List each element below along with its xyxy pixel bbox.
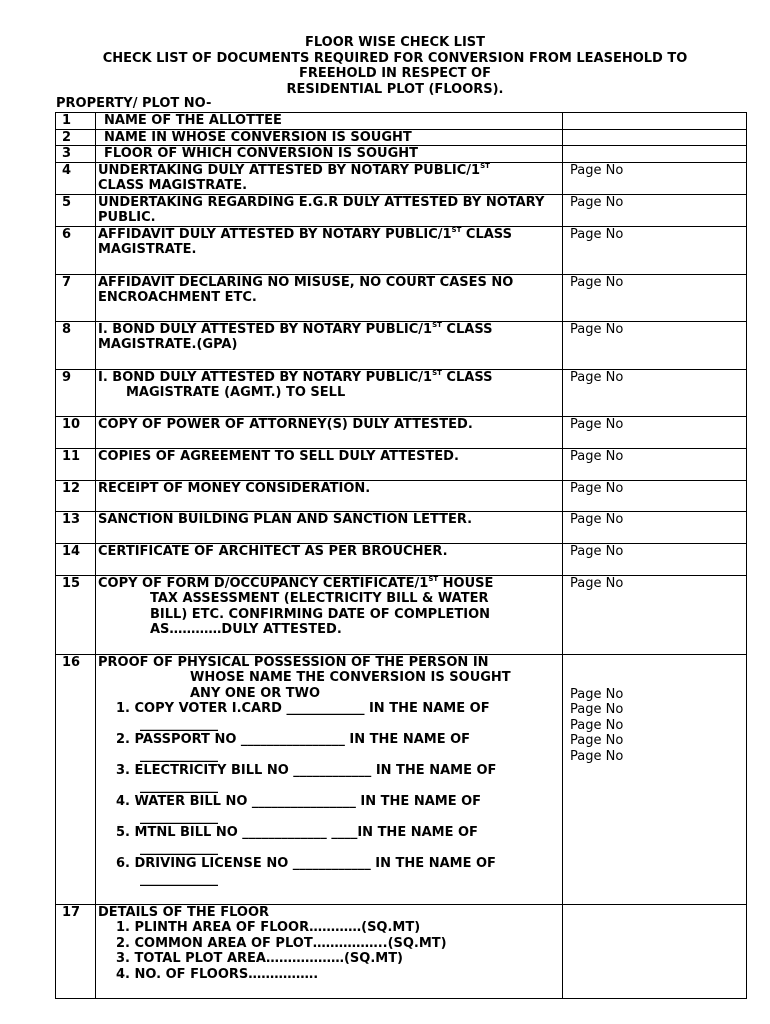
- ordinal-superscript: ST: [428, 574, 439, 583]
- row-number: 3: [56, 146, 96, 163]
- table-row: [56, 904, 747, 998]
- page-no-list: [570, 687, 744, 765]
- row-description: COPY OF POWER OF ATTORNEY(S) DULY ATTESTED.: [96, 416, 563, 448]
- table-row: [56, 226, 747, 274]
- table-row: [56, 416, 747, 448]
- row-number: 15: [56, 575, 96, 654]
- row-number: 9: [56, 369, 96, 416]
- row-text: I. BOND DULY ATTESTED BY NOTARY PUBLIC/1: [98, 321, 433, 337]
- proof-item-mtnl-bill: 5. MTNL BILL NO _____________ ____IN THE NAME OF: [116, 825, 478, 840]
- page-no: Page No: [563, 321, 747, 369]
- name-blank: ____________: [140, 809, 218, 825]
- row-text: NAME IN WHOSE CONVERSION IS SOUGHT: [104, 129, 412, 145]
- row-text-cont: HOUSE: [438, 575, 494, 591]
- row-text: PROOF OF PHYSICAL POSSESSION OF THE PERSON IN: [98, 654, 489, 670]
- title-line-1: FLOOR WISE CHECK LIST: [304, 35, 486, 50]
- row-text: I. BOND DULY ATTESTED BY NOTARY PUBLIC/1: [98, 369, 433, 385]
- page-no: Page No: [563, 226, 747, 274]
- row-description: RECEIPT OF MONEY CONSIDERATION.: [96, 480, 563, 511]
- page-no: Page No: [563, 274, 747, 321]
- page-no: Page No: [570, 702, 624, 717]
- table-row: [56, 146, 747, 163]
- page-no: Page No: [563, 543, 747, 575]
- row-number: 16: [56, 654, 96, 904]
- row-text-indent: BILL) ETC. CONFIRMING DATE OF COMPLETION: [150, 606, 491, 622]
- row-number: 2: [56, 129, 96, 146]
- title-line-4: RESIDENTIAL PLOT (FLOORS).: [286, 81, 504, 97]
- row-description: [96, 146, 563, 163]
- row-number: 6: [56, 226, 96, 274]
- proof-item-electricity-bill: 3. ELECTRICITY BILL NO ____________ IN THE NAME OF: [116, 763, 497, 778]
- ordinal-superscript: ST: [432, 368, 442, 377]
- row-text-indent: ANY ONE OR TWO: [190, 685, 321, 701]
- table-row: [56, 162, 747, 194]
- row-description: [96, 226, 563, 274]
- table-row: [56, 448, 747, 480]
- ordinal-superscript: ST: [451, 225, 462, 234]
- table-row: [56, 129, 747, 146]
- row-text-indent: WHOSE NAME THE CONVERSION IS SOUGHT: [190, 670, 511, 685]
- page-no: Page No: [563, 369, 747, 416]
- page-cell: [563, 113, 747, 130]
- name-blank: ____________: [140, 716, 218, 732]
- row-number: 8: [56, 321, 96, 369]
- page-no: Page No: [563, 448, 747, 480]
- row-number: 17: [56, 904, 96, 998]
- page-no: Page No: [570, 717, 624, 733]
- row-description: CERTIFICATE OF ARCHITECT AS PER BROUCHER.: [96, 543, 563, 575]
- row-number: 14: [56, 543, 96, 575]
- title-line-2: CHECK LIST OF DOCUMENTS REQUIRED FOR CONVERSION FROM LEASEHOLD TO: [102, 50, 688, 66]
- checklist-table: [55, 112, 747, 999]
- floor-detail-total-plot-area: 3. TOTAL PLOT AREA………………(SQ.MT): [116, 951, 404, 966]
- row-text: UNDERTAKING DULY ATTESTED BY NOTARY PUBLIC/1: [98, 162, 481, 178]
- row-text-cont: CLASS MAGISTRATE.: [98, 178, 248, 193]
- table-row: [56, 511, 747, 543]
- row-description: [96, 162, 563, 194]
- name-blank: ____________: [140, 778, 218, 794]
- row-text: FLOOR OF WHICH CONVERSION IS SOUGHT: [104, 146, 418, 161]
- page-cell: [563, 904, 747, 998]
- table-row: [56, 321, 747, 369]
- proof-item-water-bill: 4. WATER BILL NO ________________ IN THE NAME OF: [116, 794, 482, 809]
- row-description: COPIES OF AGREEMENT TO SELL DULY ATTESTED.: [96, 448, 563, 480]
- row-text: COPY OF FORM D/OCCUPANCY CERTIFICATE/1: [98, 575, 429, 591]
- table-row: [56, 480, 747, 511]
- row-number: 11: [56, 448, 96, 480]
- row-description: [96, 113, 563, 130]
- page-no: Page No: [563, 194, 747, 226]
- row-text-cont: CLASS: [441, 369, 493, 385]
- row-text-indent: TAX ASSESSMENT (ELECTRICITY BILL & WATER: [150, 591, 489, 606]
- title-line-3: FREEHOLD IN RESPECT OF: [299, 66, 491, 81]
- floor-detail-plinth-area: 1. PLINTH AREA OF FLOOR…………(SQ.MT): [116, 920, 421, 935]
- table-row: [56, 369, 747, 416]
- page-no: Page No: [563, 162, 747, 194]
- page-no: Page No: [570, 748, 624, 764]
- table-row: [56, 113, 747, 130]
- row-text: DETAILS OF THE FLOOR: [98, 904, 270, 920]
- table-row: [56, 543, 747, 575]
- floor-detail-common-area: 2. COMMON AREA OF PLOT……………..(SQ.MT): [116, 935, 447, 951]
- row-number: 10: [56, 416, 96, 448]
- row-description: [96, 321, 563, 369]
- name-blank: ____________: [140, 747, 218, 763]
- row-description: AFFIDAVIT DECLARING NO MISUSE, NO COURT CASES NO ENCROACHMENT ETC.: [96, 274, 563, 321]
- floor-detail-no-of-floors: 4. NO. OF FLOORS…………….: [116, 966, 319, 982]
- row-text-indent: AS…………DULY ATTESTED.: [150, 622, 342, 637]
- property-plot-label: PROPERTY/ PLOT NO-: [56, 96, 212, 111]
- page-cell: [563, 654, 747, 904]
- page-no: Page No: [563, 511, 747, 543]
- proof-item-passport: 2. PASSPORT NO ________________ IN THE NAME OF: [116, 732, 471, 747]
- row-number: 4: [56, 162, 96, 194]
- row-text-cont: CLASS MAGISTRATE.: [98, 226, 512, 257]
- page-no: Page No: [563, 480, 747, 511]
- row-description: UNDERTAKING REGARDING E.G.R DULY ATTESTED BY NOTARY PUBLIC.: [96, 194, 563, 226]
- page-no: Page No: [570, 733, 624, 748]
- row-number: 13: [56, 511, 96, 543]
- ordinal-superscript: ST: [432, 320, 442, 329]
- page-cell: [563, 129, 747, 146]
- name-blank: ____________: [140, 840, 218, 856]
- row-text: AFFIDAVIT DULY ATTESTED BY NOTARY PUBLIC/1: [98, 226, 452, 242]
- row-text-cont: CLASS MAGISTRATE.(GPA): [98, 321, 493, 352]
- row-description: [96, 369, 563, 416]
- row-number: 1: [56, 113, 96, 130]
- row-number: 5: [56, 194, 96, 226]
- row-description: SANCTION BUILDING PLAN AND SANCTION LETTER.: [96, 511, 563, 543]
- row-number: 12: [56, 480, 96, 511]
- row-text-indent: MAGISTRATE (AGMT.) TO SELL: [126, 385, 346, 400]
- ordinal-superscript: ST: [480, 161, 490, 170]
- table-row: [56, 274, 747, 321]
- proof-item-voter-card: 1. COPY VOTER I.CARD ____________ IN THE NAME OF: [116, 701, 490, 716]
- table-row: [56, 575, 747, 654]
- page-cell: [563, 146, 747, 163]
- name-blank: ____________: [140, 871, 218, 887]
- page-no: Page No: [570, 686, 624, 702]
- page-no: Page No: [563, 416, 747, 448]
- row-description: [96, 575, 563, 654]
- row-description: [96, 129, 563, 146]
- page-no: Page No: [563, 575, 747, 654]
- table-row: [56, 194, 747, 226]
- row-text: NAME OF THE ALLOTTEE: [104, 113, 282, 128]
- proof-item-driving-license: 6. DRIVING LICENSE NO ____________ IN THE NAME OF: [116, 856, 496, 871]
- row-description: [96, 904, 563, 998]
- table-row: [56, 654, 747, 904]
- row-number: 7: [56, 274, 96, 321]
- row-description: [96, 654, 563, 904]
